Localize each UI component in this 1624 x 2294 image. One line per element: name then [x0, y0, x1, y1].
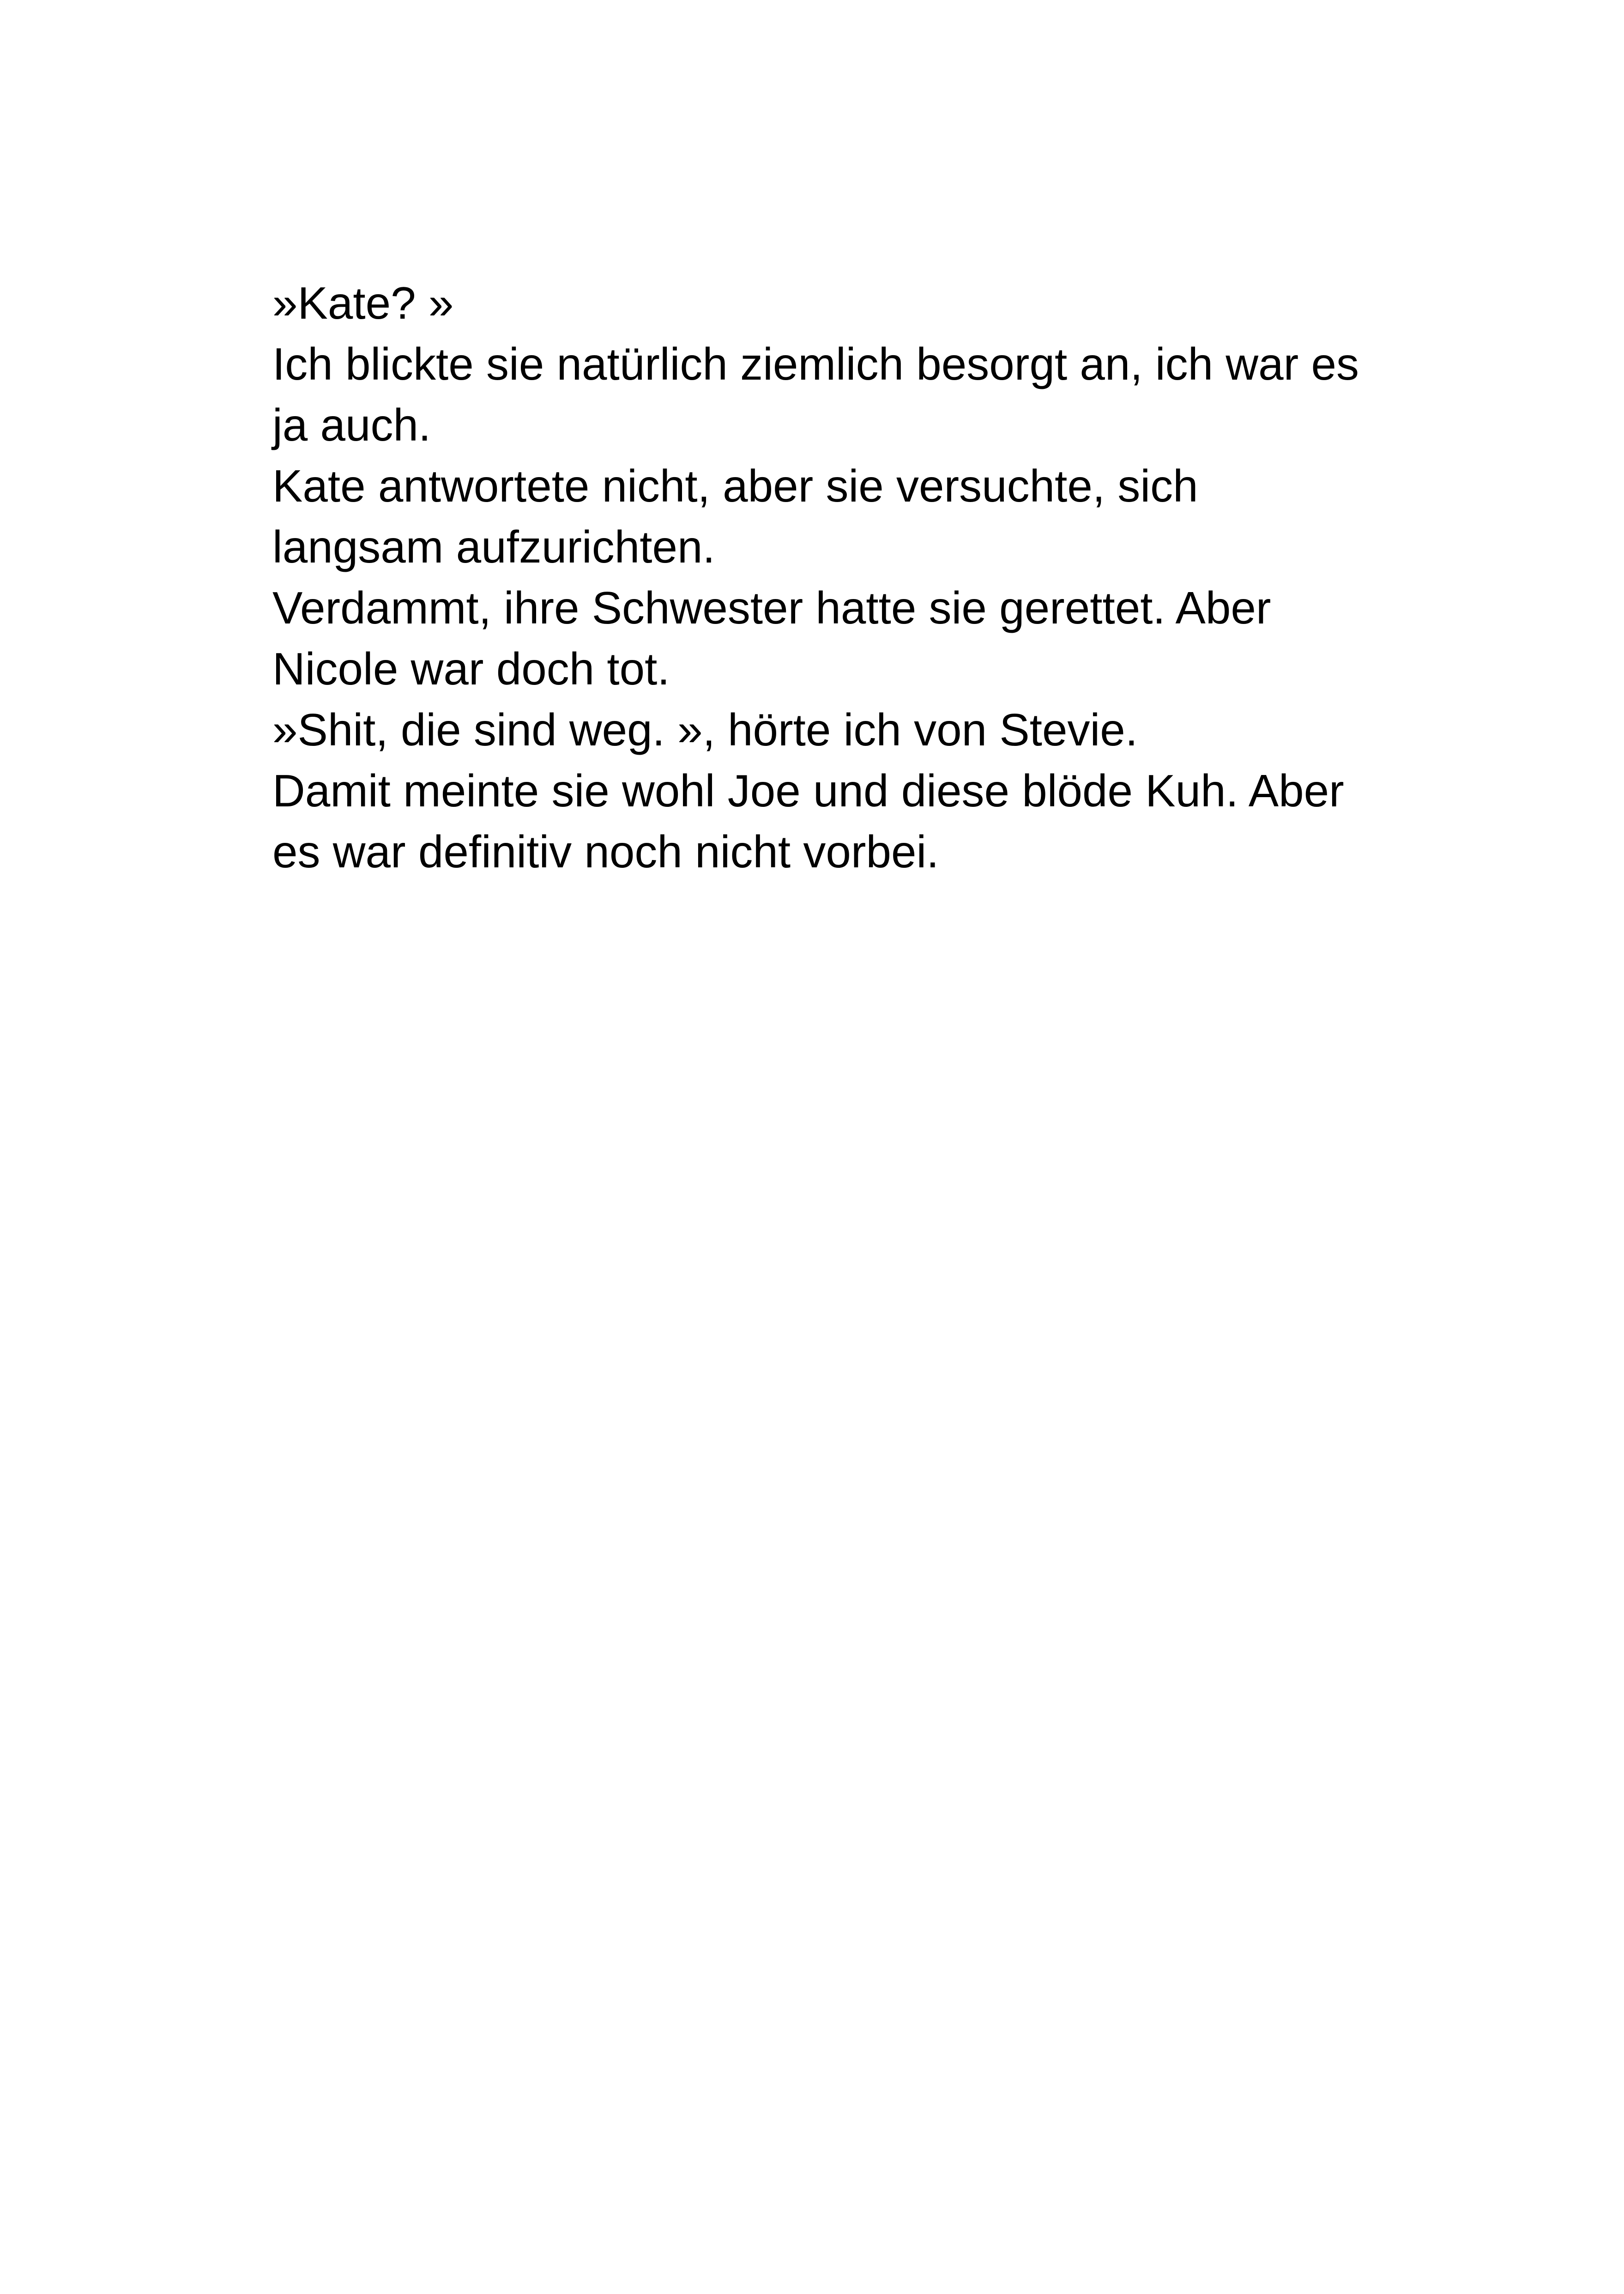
text-line: Kate antwortete nicht, aber sie versuchte, sich: [272, 460, 1198, 511]
text-line: langsam aufzurichten.: [272, 521, 715, 572]
text-line: ja auch.: [272, 399, 431, 450]
text-line: »Kate? »: [272, 278, 454, 328]
text-line: Ich blickte sie natürlich ziemlich besorgt an, ich war es: [272, 339, 1359, 389]
text-line: es war definitiv noch nicht vorbei.: [272, 826, 939, 877]
text-line: Damit meinte sie wohl Joe und diese blöde Kuh. Aber: [272, 765, 1344, 816]
text-line: »Shit, die sind weg. », hörte ich von Stevie.: [272, 704, 1138, 755]
text-line: Nicole war doch tot.: [272, 643, 670, 694]
text-line: Verdammt, ihre Schwester hatte sie gerettet. Aber: [272, 582, 1271, 633]
body-text: [272, 272, 1427, 882]
